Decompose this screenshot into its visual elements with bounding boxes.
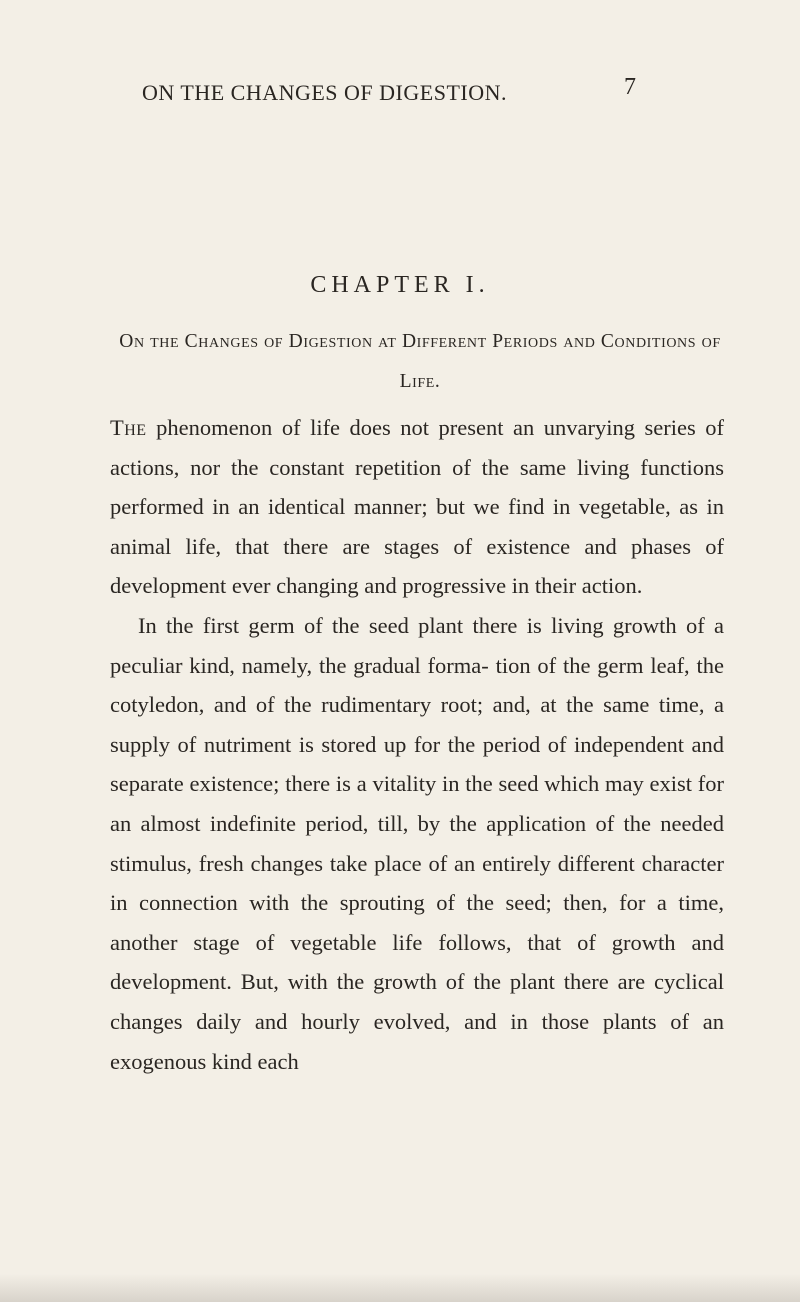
paragraph-2: In the first germ of the seed plant there is living growth of a peculiar kind, namely, the gradual forma- tion of the germ leaf, the cotyledon, and of the rudimentary root; and, at the same time, a supply of nutriment is stored up for the period of independent and separate existence; there is a vitality in the seed which may exist for an almost indefinite period, till, by the application of the needed stimulus, fresh changes take place of an entirely different character in connection with the sprouting of the seed; then, for a time, another stage of vegetable life follows, that of growth and development. But, with the growth of the plant there are cyclical changes daily and hourly evolved, and in those plants of an exogenous kind each [110, 612, 724, 1074]
body-text [110, 408, 724, 1081]
page-number: 7 [624, 74, 636, 100]
chapter-subtitle: On the Changes of Digestion at Different Periods and Conditions of Life. [119, 331, 721, 392]
paragraph-1-text: phenomenon of life does not present an unvarying series of actions, nor the constant repetition of the same living functions performed in an identical manner; but we find in vegetable, as in animal life, that there are stages of existence and phases of development ever changing and progressive in their action. [110, 415, 724, 599]
page-edge-shadow [0, 1274, 800, 1302]
paragraph-lead-word: The [110, 415, 147, 440]
paragraph-1 [110, 408, 724, 606]
page-header [0, 74, 800, 110]
chapter-heading: CHAPTER I. [310, 272, 490, 298]
running-head: ON THE CHANGES OF DIGESTION. [142, 80, 507, 105]
